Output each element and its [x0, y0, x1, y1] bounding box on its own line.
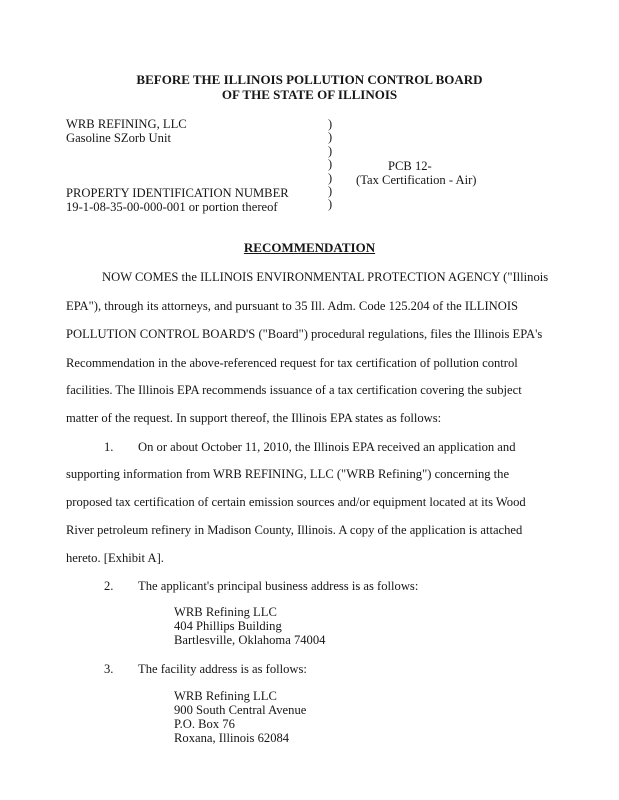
item3-address-line: WRB Refining LLC	[174, 689, 277, 703]
case-type: (Tax Certification - Air)	[356, 173, 477, 187]
intro-line: matter of the request. In support thereof, the Illinois EPA states as follows:	[66, 411, 442, 425]
caption-title-line2: OF THE STATE OF ILLINOIS	[221, 87, 398, 102]
caption-parentheses: ) ) ) ) ) ) )	[328, 117, 333, 212]
item2-address-line: Bartlesville, Oklahoma 74004	[174, 633, 326, 647]
item3-address-line: 900 South Central Avenue	[174, 703, 307, 717]
item2-text: The applicant's principal business address is as follows:	[138, 579, 419, 593]
item3-number: 3.	[104, 662, 114, 676]
property-id-label: PROPERTY IDENTIFICATION NUMBER	[66, 186, 289, 200]
recommendation-heading: RECOMMENDATION	[243, 240, 376, 255]
item1-line: River petroleum refinery in Madison County, Illinois. A copy of the application is attached	[66, 523, 523, 537]
item3-address-line: P.O. Box 76	[174, 717, 235, 731]
item1-line: hereto. [Exhibit A].	[66, 551, 164, 565]
property-id-number: 19-1-08-35-00-000-001 or portion thereof	[66, 200, 278, 214]
intro-line: EPA"), through its attorneys, and pursuant to 35 Ill. Adm. Code 125.204 of the ILLINOIS	[66, 299, 519, 313]
item2-number: 2.	[104, 579, 114, 593]
caption-title-line1: BEFORE THE ILLINOIS POLLUTION CONTROL BOARD	[136, 72, 483, 87]
item3-address-line: Roxana, Illinois 62084	[174, 731, 290, 745]
intro-line: Recommendation in the above-referenced request for tax certification of pollution control	[66, 356, 518, 370]
intro-line: facilities. The Illinois EPA recommends issuance of a tax certification covering the subject	[66, 383, 522, 397]
item3-text: The facility address is as follows:	[138, 662, 307, 676]
item1-line: On or about October 11, 2010, the Illinois EPA received an application and	[138, 440, 516, 454]
case-number: PCB 12-	[388, 159, 432, 173]
item1-line: supporting information from WRB REFINING, LLC ("WRB Refining") concerning the	[66, 467, 510, 481]
item1-number: 1.	[104, 440, 114, 454]
item1-line: proposed tax certification of certain emission sources and/or equipment located at its Wood	[66, 495, 526, 509]
intro-line: POLLUTION CONTROL BOARD'S ("Board") procedural regulations, files the Illinois EPA's	[66, 327, 543, 341]
item2-address-line: 404 Phillips Building	[174, 619, 282, 633]
party-name: WRB REFINING, LLC	[66, 117, 187, 131]
party-unit: Gasoline SZorb Unit	[66, 131, 171, 145]
intro-line: NOW COMES the ILLINOIS ENVIRONMENTAL PROTECTION AGENCY ("Illinois	[102, 270, 549, 284]
item2-address-line: WRB Refining LLC	[174, 605, 277, 619]
